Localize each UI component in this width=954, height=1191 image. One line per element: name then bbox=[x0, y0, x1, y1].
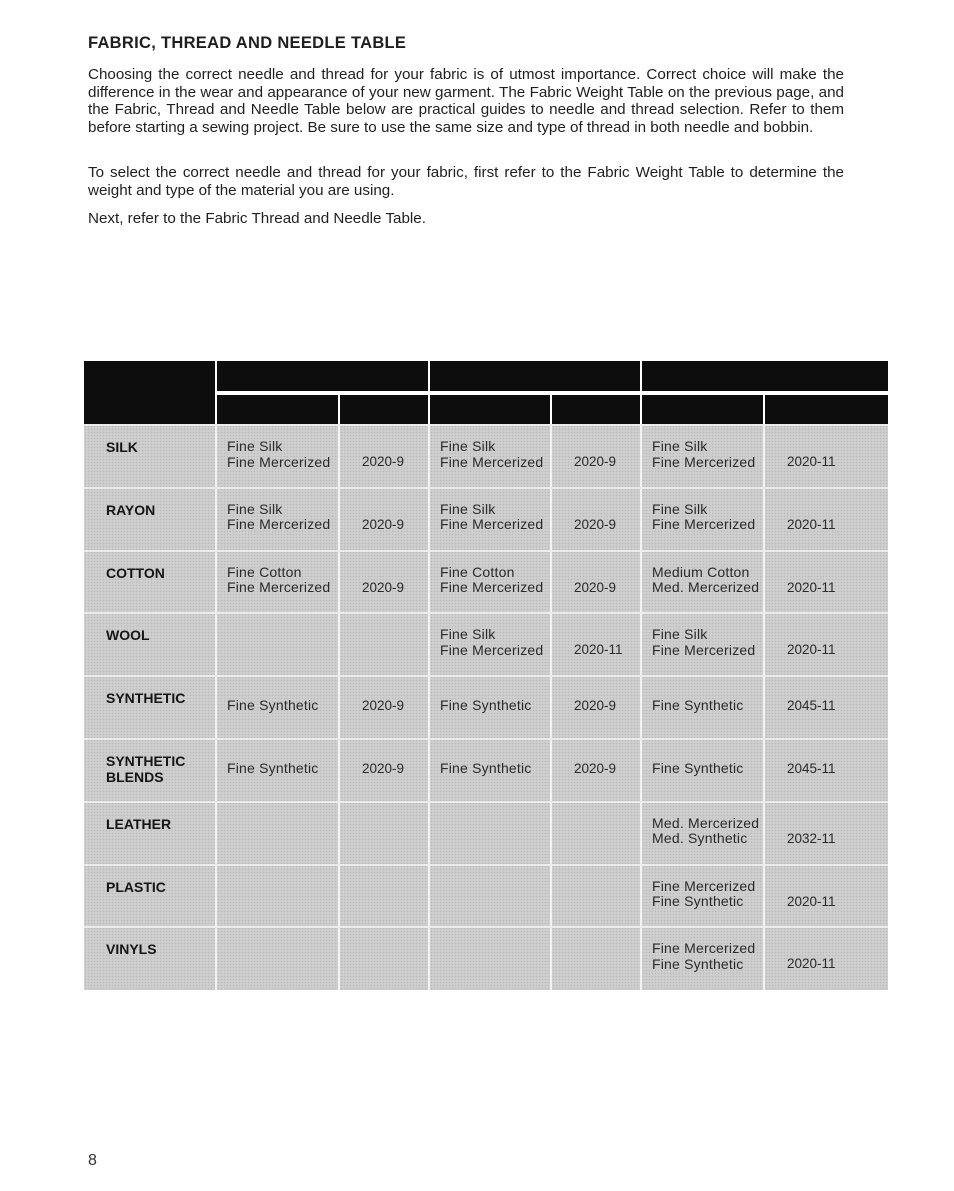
thread-type bbox=[227, 698, 319, 714]
needle-size: 2020-11 bbox=[787, 893, 836, 909]
thread-line: Fine Mercerized bbox=[652, 940, 756, 957]
instruction-paragraph: To select the correct needle and thread for your fabric, first refer to the Fabric Weight Table to determine the weight and type of the material you are using. bbox=[88, 164, 844, 199]
fabric-cell bbox=[84, 676, 217, 739]
row-divider bbox=[84, 612, 888, 614]
thread-cell bbox=[642, 739, 765, 802]
thread-cell bbox=[217, 739, 340, 802]
thread-line: Fine Silk bbox=[652, 500, 708, 517]
thread-line: Fine Synthetic bbox=[652, 760, 744, 776]
needle-size: 2032-11 bbox=[787, 830, 836, 846]
thread-type bbox=[227, 502, 330, 533]
page-number: 8 bbox=[88, 1152, 97, 1169]
fabric-label: SILK bbox=[106, 439, 138, 455]
thread-type bbox=[440, 565, 543, 596]
thread-cell bbox=[642, 865, 765, 928]
thread-type bbox=[652, 627, 755, 658]
header-needle-3 bbox=[765, 395, 888, 425]
next-step-paragraph: Next, refer to the Fabric Thread and Needle Table. bbox=[88, 210, 426, 227]
table-row bbox=[84, 739, 888, 802]
table-row bbox=[84, 802, 888, 865]
thread-cell bbox=[217, 676, 340, 739]
thread-cell bbox=[217, 425, 340, 488]
thread-line: Fine Silk bbox=[227, 500, 283, 517]
needle-cell bbox=[765, 676, 888, 739]
needle-size: 2020-9 bbox=[362, 516, 405, 532]
needle-cell bbox=[552, 488, 642, 551]
thread-type bbox=[652, 698, 744, 714]
thread-cell bbox=[642, 927, 765, 990]
thread-line: Fine Mercerized bbox=[652, 641, 756, 658]
row-divider bbox=[84, 738, 888, 740]
needle-cell bbox=[340, 613, 430, 676]
needle-size: 2020-9 bbox=[574, 698, 617, 714]
thread-cell bbox=[217, 613, 340, 676]
thread-line: Fine Synthetic bbox=[652, 955, 744, 972]
thread-type bbox=[440, 627, 543, 658]
needle-cell bbox=[765, 551, 888, 614]
thread-type bbox=[652, 502, 755, 533]
thread-line: Fine Mercerized bbox=[652, 453, 756, 470]
needle-cell bbox=[765, 425, 888, 488]
needle-cell bbox=[552, 551, 642, 614]
row-divider bbox=[84, 926, 888, 928]
header-thread-2 bbox=[430, 395, 550, 425]
needle-size: 2020-11 bbox=[787, 956, 836, 972]
row-divider bbox=[84, 675, 888, 677]
thread-cell bbox=[430, 739, 552, 802]
thread-line: Fine Silk bbox=[652, 626, 708, 643]
thread-line: Fine Mercerized bbox=[652, 516, 756, 533]
needle-cell bbox=[765, 927, 888, 990]
needle-size: 2020-9 bbox=[362, 454, 405, 469]
thread-type bbox=[440, 698, 532, 714]
thread-type bbox=[652, 439, 755, 470]
table-row bbox=[84, 676, 888, 739]
thread-line: Fine Synthetic bbox=[227, 760, 319, 776]
intro-paragraph: Choosing the correct needle and thread for your fabric is of utmost importance. Correct choice will make the difference in the wear and appearance of your new garment. The Fabric Weight Table on the previous page, and the Fabric, Thread and Needle Table below are practical guides to needle and thread selection. Refer to them before starting a sewing project. Be sure to use the same size and type of thread in both needle and bobbin. bbox=[88, 66, 844, 136]
thread-line: Med. Synthetic bbox=[652, 830, 748, 847]
needle-cell bbox=[340, 425, 430, 488]
fabric-cell bbox=[84, 739, 217, 802]
needle-size: 2020-9 bbox=[362, 579, 405, 595]
thread-line: Fine Synthetic bbox=[652, 697, 744, 714]
thread-type bbox=[652, 816, 759, 847]
thread-cell bbox=[430, 551, 552, 614]
row-divider bbox=[84, 864, 888, 866]
header-group-3 bbox=[642, 361, 888, 391]
thread-cell bbox=[430, 927, 552, 990]
fabric-cell bbox=[84, 802, 217, 865]
needle-cell bbox=[340, 802, 430, 865]
thread-line: Fine Cotton bbox=[227, 563, 302, 580]
thread-line: Fine Mercerized bbox=[440, 579, 544, 596]
needle-cell bbox=[552, 676, 642, 739]
thread-line: Fine Mercerized bbox=[227, 453, 331, 470]
thread-cell bbox=[217, 865, 340, 928]
fabric-cell bbox=[84, 865, 217, 928]
fabric-label: RAYON bbox=[106, 501, 156, 518]
table-row bbox=[84, 425, 888, 488]
thread-line: Fine Silk bbox=[440, 626, 496, 643]
thread-cell bbox=[430, 613, 552, 676]
thread-line: Med. Mercerized bbox=[652, 814, 760, 831]
thread-type bbox=[440, 502, 543, 533]
fabric-label: COTTON bbox=[106, 564, 165, 581]
thread-type bbox=[440, 761, 532, 777]
row-divider bbox=[84, 550, 888, 552]
thread-line: Fine Silk bbox=[227, 438, 283, 454]
row-divider bbox=[84, 424, 888, 426]
thread-type bbox=[652, 761, 744, 777]
fabric-thread-needle-table bbox=[84, 361, 888, 986]
needle-size: 2020-9 bbox=[574, 579, 617, 595]
needle-size: 2045-11 bbox=[787, 698, 836, 714]
row-divider bbox=[84, 801, 888, 803]
thread-cell bbox=[217, 927, 340, 990]
header-group-1 bbox=[217, 361, 428, 391]
thread-cell bbox=[642, 488, 765, 551]
thread-line: Medium Cotton bbox=[652, 563, 750, 580]
thread-line: Fine Silk bbox=[440, 438, 496, 454]
thread-line: Fine Mercerized bbox=[227, 516, 331, 533]
thread-cell bbox=[642, 613, 765, 676]
needle-cell bbox=[552, 802, 642, 865]
needle-size: 2020-11 bbox=[787, 454, 836, 469]
needle-size: 2020-9 bbox=[362, 761, 405, 776]
thread-cell bbox=[430, 802, 552, 865]
thread-type bbox=[652, 565, 759, 596]
thread-cell bbox=[642, 676, 765, 739]
thread-line: Fine Synthetic bbox=[227, 697, 319, 714]
thread-cell bbox=[430, 425, 552, 488]
thread-type bbox=[227, 565, 330, 596]
thread-line: Fine Mercerized bbox=[440, 516, 544, 533]
needle-cell bbox=[552, 927, 642, 990]
needle-cell bbox=[552, 613, 642, 676]
thread-line: Fine Synthetic bbox=[440, 760, 532, 776]
needle-cell bbox=[765, 613, 888, 676]
thread-cell bbox=[217, 802, 340, 865]
table-row bbox=[84, 927, 888, 990]
thread-line: Fine Synthetic bbox=[440, 697, 532, 714]
thread-type bbox=[652, 941, 755, 972]
needle-cell bbox=[340, 551, 430, 614]
table-row bbox=[84, 613, 888, 676]
thread-type bbox=[652, 879, 755, 910]
thread-line: Fine Silk bbox=[440, 500, 496, 517]
needle-size: 2020-11 bbox=[574, 642, 623, 658]
thread-line: Fine Mercerized bbox=[652, 877, 756, 894]
thread-cell bbox=[217, 551, 340, 614]
fabric-label: WOOL bbox=[106, 627, 150, 644]
thread-cell bbox=[642, 425, 765, 488]
fabric-cell bbox=[84, 425, 217, 488]
thread-cell bbox=[642, 802, 765, 865]
needle-cell bbox=[765, 802, 888, 865]
page-heading: FABRIC, THREAD AND NEEDLE TABLE bbox=[88, 34, 407, 52]
thread-line: Fine Mercerized bbox=[440, 453, 544, 470]
needle-size: 2020-9 bbox=[574, 516, 617, 532]
thread-line: Fine Mercerized bbox=[227, 579, 331, 596]
thread-line: Med. Mercerized bbox=[652, 579, 760, 596]
header-thread-1 bbox=[217, 395, 338, 425]
needle-size: 2020-9 bbox=[362, 698, 405, 714]
thread-line: Fine Cotton bbox=[440, 563, 515, 580]
table-row bbox=[84, 551, 888, 614]
thread-type bbox=[227, 439, 330, 470]
fabric-cell bbox=[84, 551, 217, 614]
fabric-cell bbox=[84, 488, 217, 551]
needle-cell bbox=[340, 739, 430, 802]
fabric-label: PLASTIC bbox=[106, 878, 166, 895]
thread-type bbox=[227, 761, 319, 777]
needle-cell bbox=[552, 865, 642, 928]
needle-size: 2020-11 bbox=[787, 579, 836, 595]
header-fabric-cell bbox=[84, 361, 215, 425]
needle-size: 2020-9 bbox=[574, 454, 617, 469]
needle-cell bbox=[340, 676, 430, 739]
table-row bbox=[84, 488, 888, 551]
fabric-label: LEATHER bbox=[106, 815, 172, 832]
row-divider bbox=[84, 487, 888, 489]
fabric-cell bbox=[84, 927, 217, 990]
table-row bbox=[84, 865, 888, 928]
needle-cell bbox=[340, 488, 430, 551]
thread-line: Fine Silk bbox=[652, 438, 708, 454]
needle-size: 2020-11 bbox=[787, 516, 836, 532]
thread-cell bbox=[217, 488, 340, 551]
header-needle-1 bbox=[340, 395, 428, 425]
thread-cell bbox=[430, 865, 552, 928]
thread-cell bbox=[430, 488, 552, 551]
thread-line: Fine Synthetic bbox=[652, 893, 744, 910]
needle-cell bbox=[340, 865, 430, 928]
header-group-2 bbox=[430, 361, 640, 391]
fabric-label: SYNTHETIC bbox=[106, 690, 186, 707]
fabric-label: SYNTHETIC BLENDS bbox=[106, 753, 186, 785]
needle-cell bbox=[552, 425, 642, 488]
fabric-label: VINYLS bbox=[106, 941, 157, 958]
header-needle-2 bbox=[552, 395, 640, 425]
needle-size: 2045-11 bbox=[787, 761, 836, 776]
needle-size: 2020-9 bbox=[574, 761, 617, 776]
thread-cell bbox=[642, 551, 765, 614]
fabric-cell bbox=[84, 613, 217, 676]
needle-cell bbox=[765, 739, 888, 802]
thread-cell bbox=[430, 676, 552, 739]
needle-cell bbox=[765, 488, 888, 551]
needle-cell bbox=[552, 739, 642, 802]
needle-size: 2020-11 bbox=[787, 642, 836, 658]
needle-cell bbox=[340, 927, 430, 990]
needle-cell bbox=[765, 865, 888, 928]
thread-line: Fine Mercerized bbox=[440, 641, 544, 658]
header-thread-3 bbox=[642, 395, 763, 425]
thread-type bbox=[440, 439, 543, 470]
